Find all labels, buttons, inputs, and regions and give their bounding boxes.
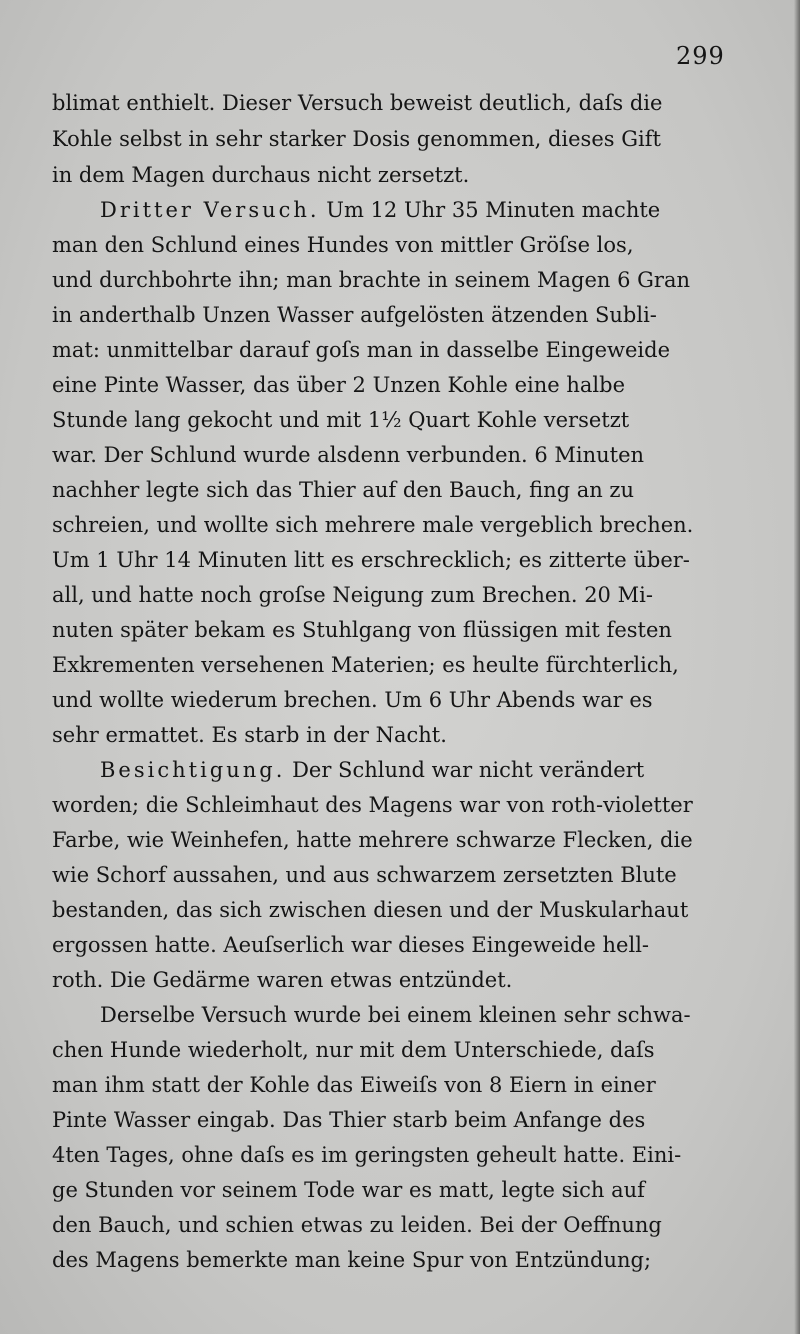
text-line: Pinte Wasser eingab. Das Thier starb beim Anfange des bbox=[52, 1108, 646, 1132]
text-line: mat: unmittelbar darauf goſs man in dasselbe Eingeweide bbox=[52, 338, 670, 362]
text-run: Der Schlund war nicht verändert bbox=[285, 758, 645, 782]
text-line: ge Stunden vor seinem Tode war es matt, legte sich auf bbox=[52, 1178, 645, 1202]
section-heading: Dritter Versuch. bbox=[100, 198, 320, 222]
text-line: 4ten Tages, ohne daſs es im geringsten geheult hatte. Eini- bbox=[52, 1143, 682, 1167]
text-line: schreien, und wollte sich mehrere male vergeblich brechen. bbox=[52, 513, 694, 537]
text-line: man ihm statt der Kohle das Eiweiſs von 8 Eiern in einer bbox=[52, 1073, 656, 1097]
text-line: worden; die Schleimhaut des Magens war von roth-violetter bbox=[52, 793, 693, 817]
text-line: man den Schlund eines Hundes von mittler Gröſse los, bbox=[52, 233, 634, 257]
text-line: den Bauch, und schien etwas zu leiden. Bei der Oeffnung bbox=[52, 1213, 662, 1237]
text-line: war. Der Schlund wurde alsdenn verbunden. 6 Minuten bbox=[52, 443, 645, 467]
text-line: und wollte wiederum brechen. Um 6 Uhr Abends war es bbox=[52, 688, 653, 712]
text-line: und durchbohrte ihn; man brachte in seinem Magen 6 Gran bbox=[52, 268, 690, 292]
text-line: Farbe, wie Weinhefen, hatte mehrere schwarze Flecken, die bbox=[52, 828, 693, 852]
text-line: Stunde lang gekocht und mit 1½ Quart Kohle versetzt bbox=[52, 408, 630, 432]
text-line: in dem Magen durchaus nicht zersetzt. bbox=[52, 163, 470, 187]
page-edge-shadow bbox=[794, 0, 800, 1334]
text-line: Exkrementen versehenen Materien; es heulte fürchterlich, bbox=[52, 653, 679, 677]
text-line: chen Hunde wiederholt, nur mit dem Unterschiede, daſs bbox=[52, 1038, 655, 1062]
page-number: 299 bbox=[676, 42, 725, 70]
text-line: nuten später bekam es Stuhlgang von flüssigen mit festen bbox=[52, 618, 672, 642]
text-line: des Magens bemerkte man keine Spur von Entzündung; bbox=[52, 1248, 652, 1272]
paragraph-text-line bbox=[100, 197, 660, 223]
text-line: in anderthalb Unzen Wasser aufgelösten ätzenden Subli- bbox=[52, 303, 657, 327]
paragraph-text-line bbox=[100, 757, 644, 783]
text-line: ergossen hatte. Aeuſserlich war dieses Eingeweide hell- bbox=[52, 933, 650, 957]
text-line: Kohle selbst in sehr starker Dosis genommen, dieses Gift bbox=[52, 127, 661, 151]
text-line: sehr ermattet. Es starb in der Nacht. bbox=[52, 723, 447, 747]
text-line: nachher legte sich das Thier auf den Bauch, fing an zu bbox=[52, 478, 635, 502]
text-run: Um 12 Uhr 35 Minuten machte bbox=[319, 198, 661, 222]
section-heading: Besichtigung. bbox=[100, 758, 286, 782]
text-line: Derselbe Versuch wurde bei einem kleinen sehr schwa- bbox=[100, 1003, 691, 1027]
text-line: Um 1 Uhr 14 Minuten litt es erschrecklich; es zitterte über- bbox=[52, 548, 690, 572]
text-line: blimat enthielt. Dieser Versuch beweist deutlich, daſs die bbox=[52, 91, 663, 115]
text-line: all, und hatte noch groſse Neigung zum Brechen. 20 Mi- bbox=[52, 583, 653, 607]
text-line: eine Pinte Wasser, das über 2 Unzen Kohle eine halbe bbox=[52, 373, 626, 397]
text-line: wie Schorf aussahen, und aus schwarzem zersetzten Blute bbox=[52, 863, 677, 887]
text-line: roth. Die Gedärme waren etwas entzündet. bbox=[52, 968, 513, 992]
text-line: bestanden, das sich zwischen diesen und der Muskularhaut bbox=[52, 898, 689, 922]
